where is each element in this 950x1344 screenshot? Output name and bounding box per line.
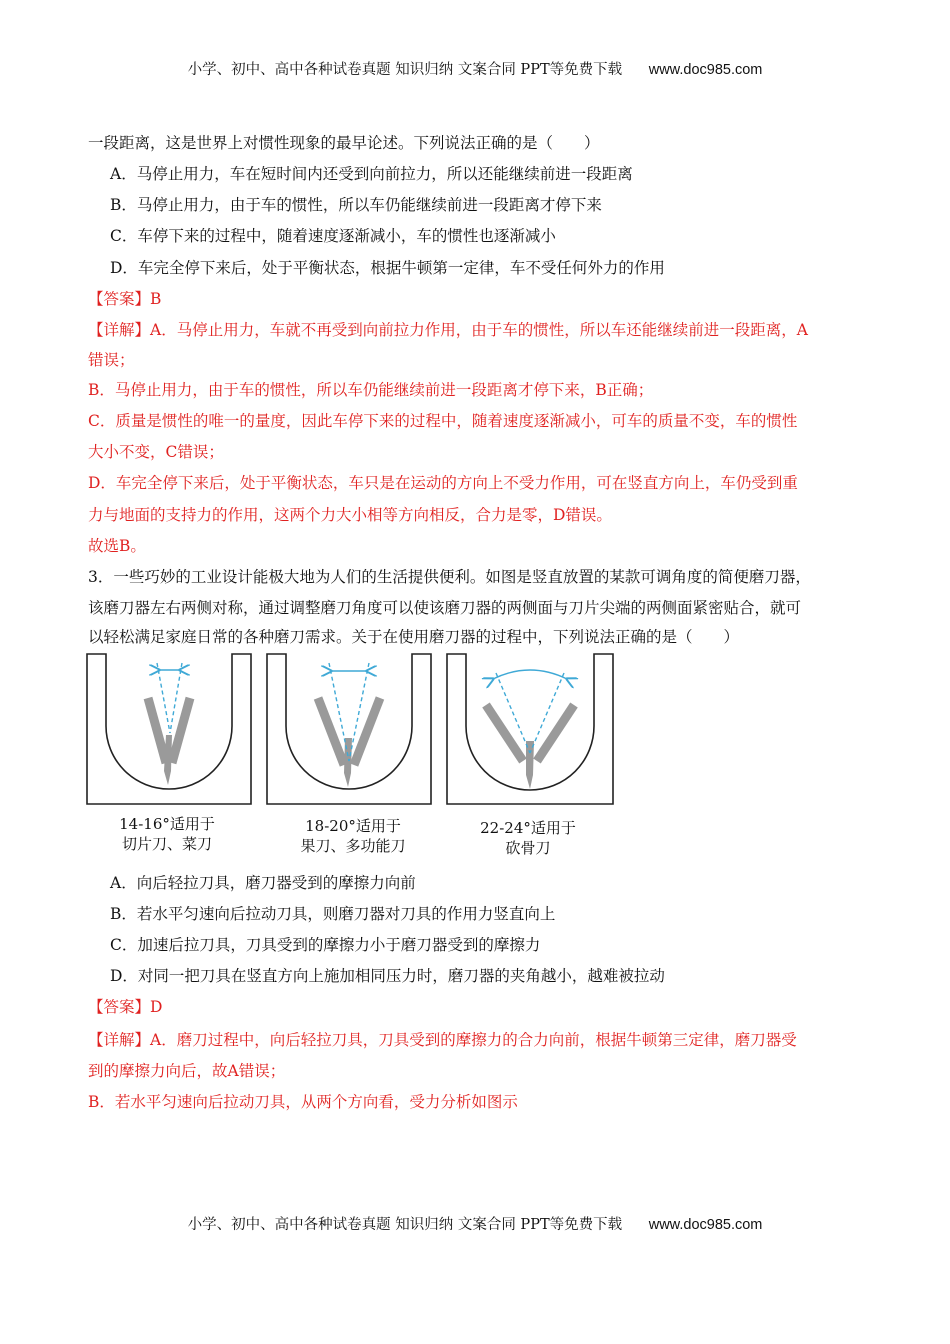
caption-line: 果刀、多功能刀 (300, 837, 406, 855)
figure-caption (458, 818, 598, 858)
q3-detail-line: B．若水平匀速向后拉动刀具，从两个方向看，受力分析如图示 (88, 1093, 518, 1111)
q3-option-b: B．若水平匀速向后拉动刀具，则磨刀器对刀具的作用力竖直向上 (110, 905, 556, 923)
figure-caption (268, 816, 438, 856)
knife-sharpener-figure (86, 653, 616, 818)
q2-detail-line: B．马停止用力，由于车的惯性，所以车仍能继续前进一段距离才停下来，B正确； (88, 381, 654, 399)
q2-detail-line: 故选B。 (88, 537, 146, 555)
header-text: 小学、初中、高中各种试卷真题 知识归纳 文案合同 PPT等免费下载 (187, 62, 623, 78)
sharpener-panel-22-24 (447, 654, 613, 804)
q2-option-a: A．马停止用力，车在短时间内还受到向前拉力，所以还能继续前进一段距离 (110, 165, 633, 183)
caption-line: 14-16°适用于 (119, 815, 215, 833)
caption-line: 砍骨刀 (505, 839, 551, 857)
q2-stem-tail: 一段距离，这是世界上对惯性现象的最早论述。下列说法正确的是（ ） (88, 134, 600, 152)
q2-detail-line: D．车完全停下来后，处于平衡状态，车只是在运动的方向上不受力作用，可在竖直方向上，车仍受到重 (88, 474, 798, 492)
header-site: www.doc985.com (648, 62, 763, 78)
q3-option-d: D．对同一把刀具在竖直方向上施加相同压力时，磨刀器的夹角越小，越难被拉动 (110, 967, 665, 985)
caption-line: 18-20°适用于 (305, 817, 401, 835)
q2-option-c: C．车停下来的过程中，随着速度逐渐减小，车的惯性也逐渐减小 (110, 227, 556, 245)
sharpener-panel-14-16 (87, 654, 251, 804)
caption-line: 切片刀、菜刀 (121, 835, 212, 853)
caption-line: 22-24°适用于 (480, 819, 576, 837)
q2-option-b: B．马停止用力，由于车的惯性，所以车仍能继续前进一段距离才停下来 (110, 196, 602, 214)
q2-detail-line: C．质量是惯性的唯一的量度，因此车停下来的过程中，随着速度逐渐减小，可车的质量不变，车的惯性 (88, 412, 798, 430)
footer-text: 小学、初中、高中各种试卷真题 知识归纳 文案合同 PPT等免费下载 (187, 1217, 623, 1233)
q2-detail-line: 大小不变，C错误； (88, 443, 224, 461)
q3-detail-line: 到的摩擦力向后，故A错误； (88, 1062, 286, 1080)
q2-detail-line: 力与地面的支持力的作用，这两个力大小相等方向相反，合力是零，D错误。 (88, 506, 612, 524)
footer-site: www.doc985.com (648, 1217, 763, 1233)
q3-stem-line: 以轻松满足家庭日常的各种磨刀需求。关于在使用磨刀器的过程中，下列说法正确的是（ ） (88, 628, 740, 646)
q3-stem-line: 3．一些巧妙的工业设计能极大地为人们的生活提供便利。如图是竖直放置的某款可调角度的简便磨刀器， (88, 568, 811, 586)
q2-option-d: D．车完全停下来后，处于平衡状态，根据牛顿第一定律，车不受任何外力的作用 (110, 259, 665, 277)
q3-detail-line: 【详解】A．磨刀过程中，向后轻拉刀具，刀具受到的摩擦力的合力向前，根据牛顿第三定律，磨刀器受 (88, 1031, 797, 1049)
q2-answer: 【答案】B (88, 290, 162, 308)
q2-detail-line: 错误； (88, 351, 135, 369)
figure-caption (96, 814, 238, 854)
q3-option-a: A．向后轻拉刀具，磨刀器受到的摩擦力向前 (110, 874, 416, 892)
sharpener-panel-18-20 (267, 654, 431, 804)
q3-stem-line: 该磨刀器左右两侧对称，通过调整磨刀角度可以使该磨刀器的两侧面与刀片尖端的两侧面紧密贴合，就可 (88, 599, 802, 617)
page-header (0, 58, 950, 79)
page-footer (0, 1213, 950, 1234)
q3-option-c: C．加速后拉刀具，刀具受到的摩擦力小于磨刀器受到的摩擦力 (110, 936, 541, 954)
q2-detail-line: 【详解】A．马停止用力，车就不再受到向前拉力作用，由于车的惯性，所以车还能继续前进一段距离，A (88, 321, 808, 339)
q3-answer: 【答案】D (88, 998, 163, 1016)
